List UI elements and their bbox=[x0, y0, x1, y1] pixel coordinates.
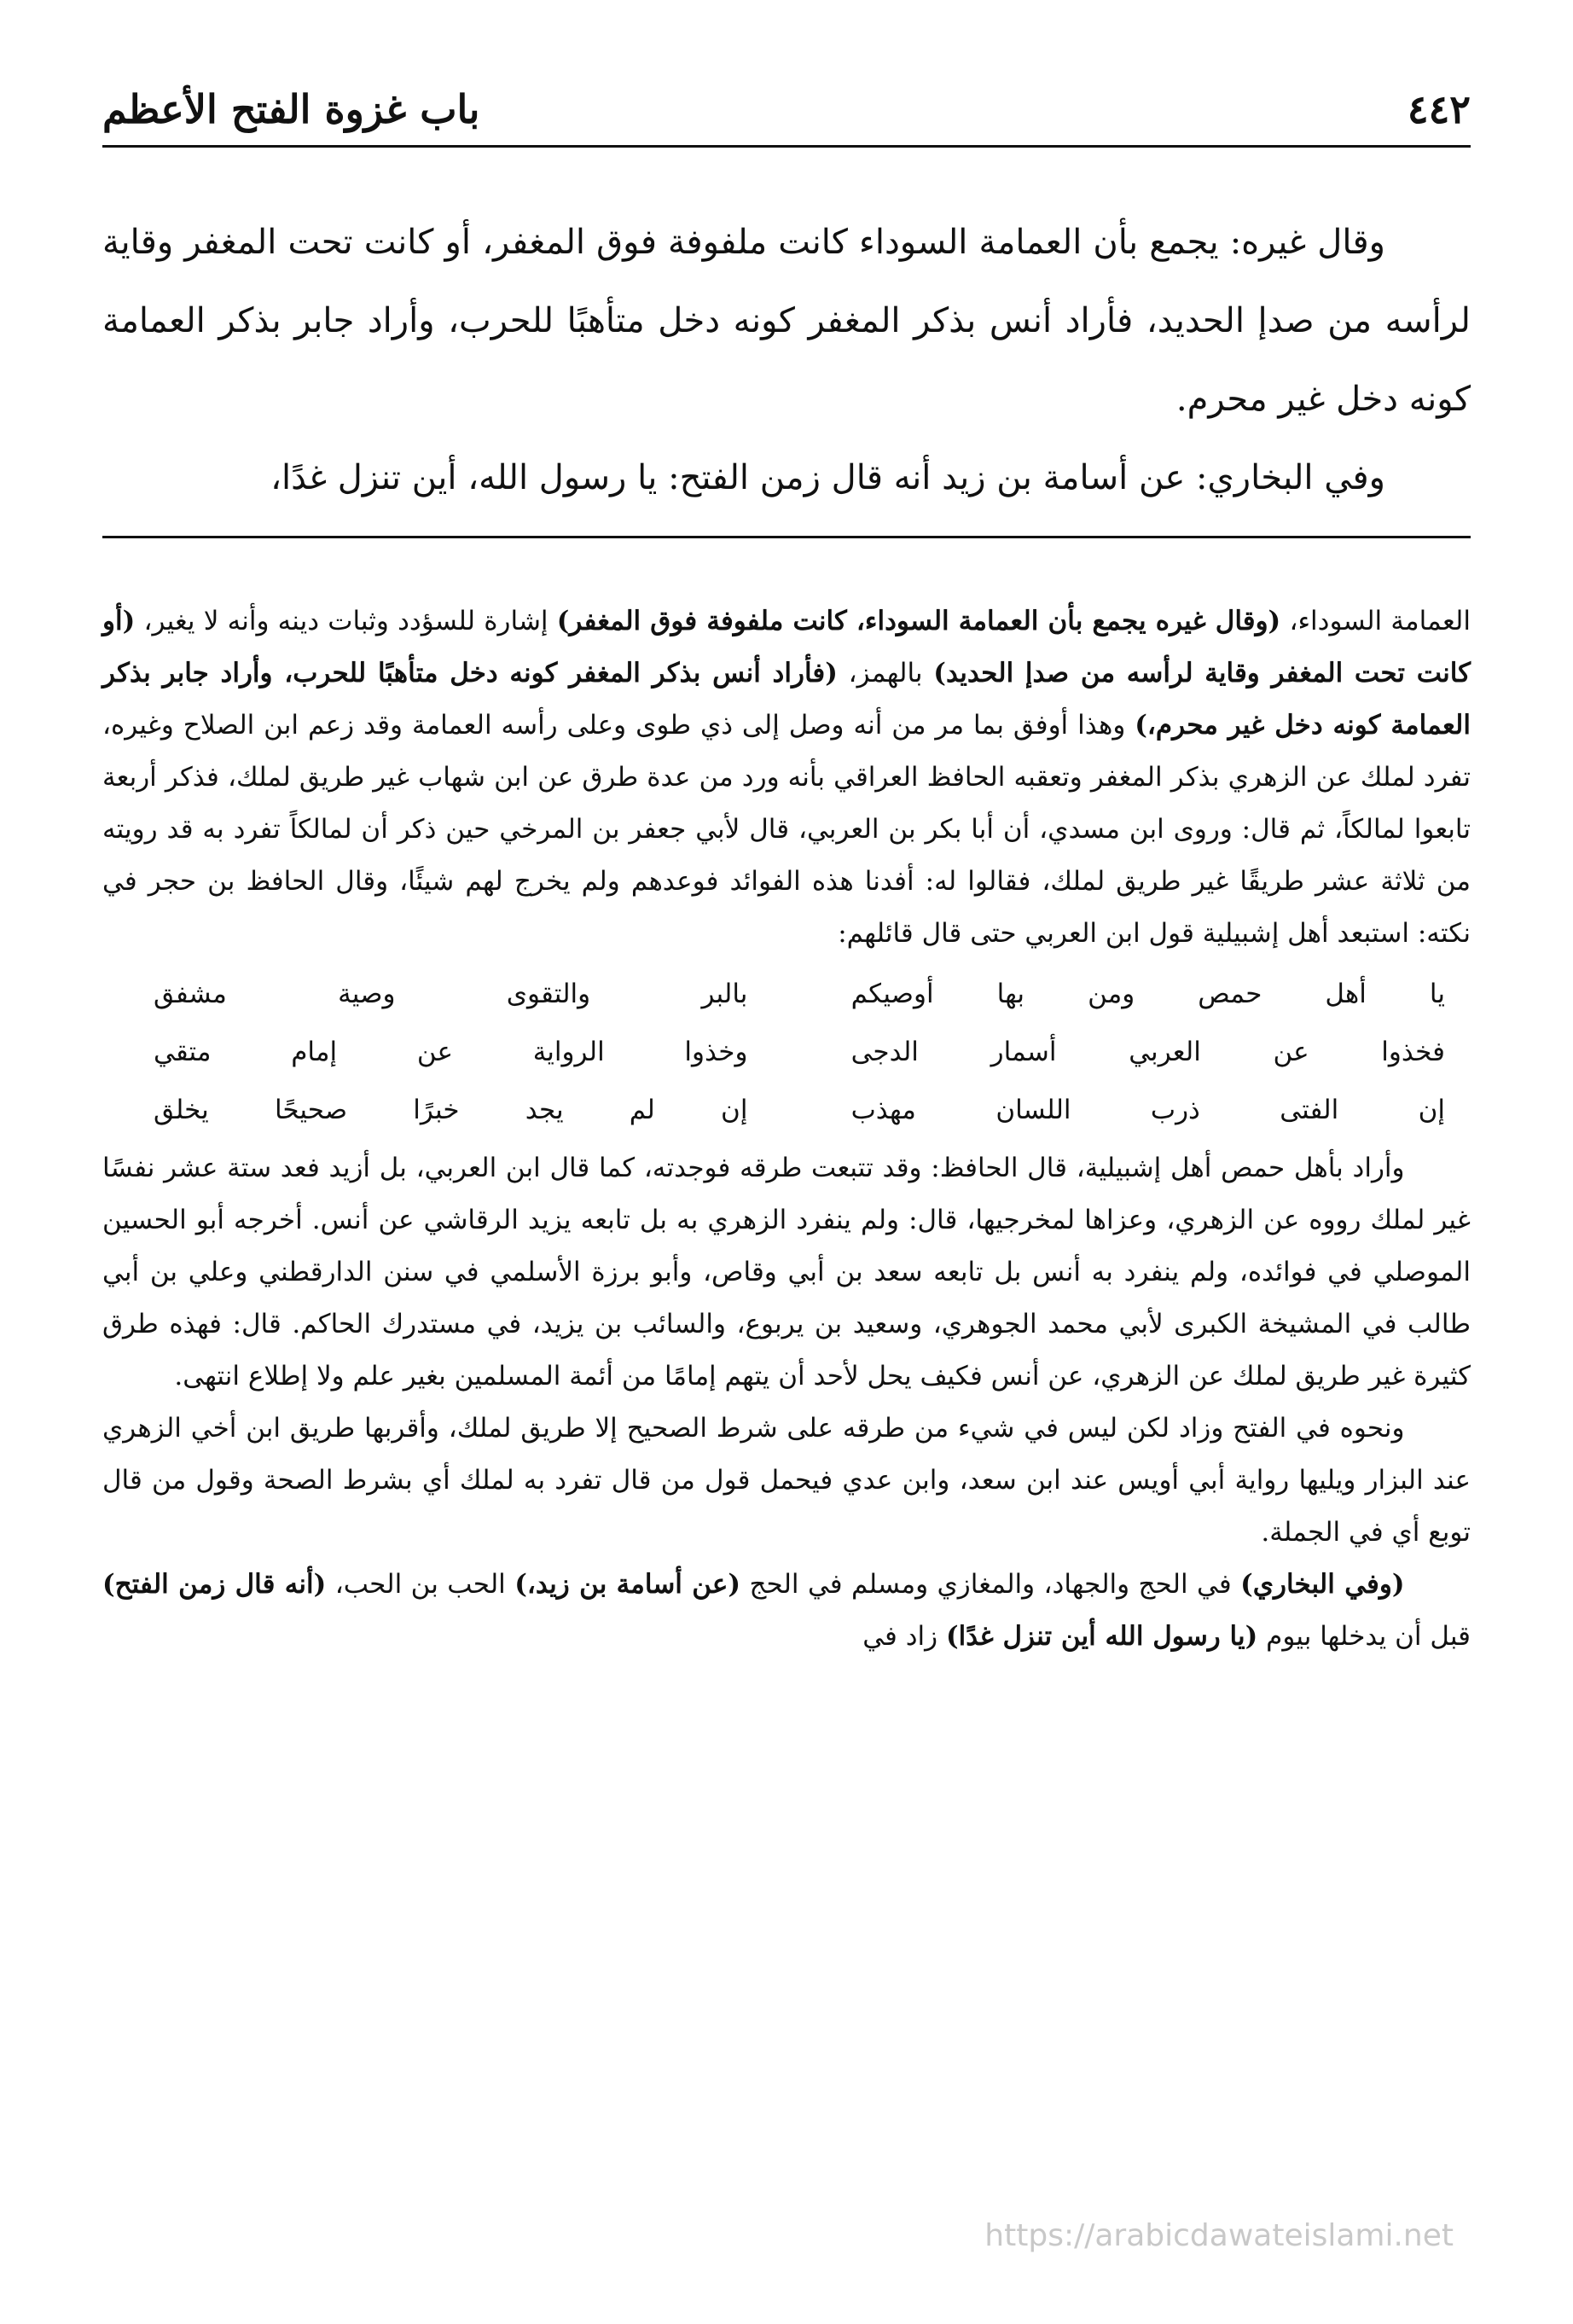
poem-verse bbox=[102, 1023, 1471, 1081]
verse-first-hemistich: إن الفتى ذرب اللسان مهذب bbox=[850, 1095, 1445, 1125]
quoted-matn: (يا رسول الله أين تنزل غدًا) bbox=[945, 1621, 1258, 1652]
verse-second-hemistich: إن لم يجد خبرًا صحيحًا يخلق bbox=[154, 1095, 748, 1125]
commentary-paragraph: وأراد بأهل حمص أهل إشبيلية، قال الحافظ: وقد تتبعت طرقه فوجدته، كما قال ابن العربي، بل أزيد فعد ستة عشر نفسًا غير لملك رووه عن الزهري، وعزاها لمخرجيها، قال: ولم ينفرد الزهري به بل تابعه يزيد الرقاشي عن أنس. أخرجه أبو الحسين الموصلي في فوائده، ولم ينفرد به أنس بل تابعه سعد بن أبي وقاص، وأبو برزة الأسلمي في سنن الدارقطني وعلي بن أبي طالب في المشيخة الكبرى لأبي محمد الجوهري، وسعيد بن يربوع، والسائب بن يزيد، في مستدرك الحاكم. قال: فهذه طرق كثيرة غير طريق لملك عن الزهري، عن أنس فكيف يحل لأحد أن يتهم إمامًا من أئمة المسلمين بغير علم ولا إطلاع انتهى. bbox=[102, 1153, 1471, 1391]
quoted-matn: (فأراد أنس بذكر المغفر كونه دخل متأهبًا للحرب، وأراد جابر بذكر العمامة كونه دخل غير محرم،) bbox=[102, 658, 1471, 741]
main-paragraph: وفي البخاري: عن أسامة بن زيد أنه قال زمن الفتح: يا رسول الله، أين تنزل غدًا، bbox=[270, 458, 1385, 497]
main-paragraph: وقال غيره: يجمع بأن العمامة السوداء كانت ملفوفة فوق المغفر، أو كانت تحت المغفر وقاية لرأسه من صدإ الحديد، فأراد أنس بذكر المغفر كونه دخل متأهبًا للحرب، وأراد جابر بذكر العمامة كونه دخل غير محرم. bbox=[102, 223, 1471, 419]
commentary-text: الحب بن الحب، bbox=[326, 1569, 515, 1600]
quoted-matn: (عن أسامة بن زيد،) bbox=[514, 1569, 741, 1600]
poem-verse bbox=[102, 965, 1471, 1023]
watermark-url: https://arabicdawateislami.net bbox=[984, 2218, 1454, 2253]
commentary-paragraph bbox=[102, 1559, 1471, 1663]
commentary-section bbox=[102, 596, 1471, 1663]
poem-verse bbox=[102, 1081, 1471, 1139]
footnote-divider bbox=[102, 536, 1471, 538]
header-divider bbox=[102, 145, 1471, 148]
quoted-matn: (وفي البخاري) bbox=[1240, 1569, 1405, 1600]
running-title: باب غزوة الفتح الأعظم bbox=[102, 86, 480, 132]
quoted-matn: (أو كانت تحت المغفر وقاية لرأسه من صدإ الحديد) bbox=[102, 606, 1471, 688]
page-header bbox=[102, 78, 1471, 140]
commentary-text: زاد في bbox=[862, 1621, 946, 1652]
commentary-paragraph bbox=[102, 596, 1471, 960]
commentary-text: وهذا أوفق بما مر من أنه وصل إلى ذي طوى وعلى رأسه العمامة وقد زعم ابن الصلاح وغيره، تفرد لملك عن الزهري بذكر المغفر وتعقبه الحافظ العراقي بأنه ورد من عدة طرق عن ابن شهاب غير طريق لملك، فذكر أربعة تابعوا لمالكاً، ثم قال: وروى ابن مسدي، أن أبا بكر بن العربي، قال لأبي جعفر بن المرخي حين ذكر أن لمالكاً تفرد به قد رويته من ثلاثة عشر طريقًا غير طريق لملك، فقالوا له: أفدنا هذه الفوائد فوعدهم ولم يخرج لهم شيئًا، وقال الحافظ بن حجر في نكته: استبعد أهل إشبيلية قول ابن العربي حتى قال قائلهم: bbox=[102, 710, 1471, 949]
page-number: ٤٤٢ bbox=[1407, 86, 1471, 132]
quoted-matn: (أنه قال زمن الفتح) bbox=[102, 1569, 327, 1600]
commentary-text: قبل أن يدخلها بيوم bbox=[1257, 1621, 1471, 1652]
commentary-text: في الحج والجهاد، والمغازي ومسلم في الحج bbox=[740, 1569, 1241, 1600]
verse-first-hemistich: فخذوا عن العربي أسمار الدجى bbox=[850, 1037, 1445, 1067]
verse-second-hemistich: وخذوا الرواية عن إمام متقي bbox=[154, 1037, 748, 1067]
commentary-text: بالهمز، bbox=[837, 658, 934, 688]
commentary-text: العمامة السوداء، bbox=[1280, 606, 1471, 636]
commentary-text: إشارة للسؤدد وثبات دينه وأنه لا يغير، bbox=[135, 606, 557, 636]
verse-second-hemistich: بالبر والتقوى وصية مشفق bbox=[154, 979, 748, 1009]
verse-first-hemistich: يا أهل حمص ومن بها أوصيكم bbox=[850, 979, 1445, 1009]
quoted-matn: (وقال غيره يجمع بأن العمامة السوداء، كانت ملفوفة فوق المغفر) bbox=[556, 606, 1281, 636]
poem bbox=[102, 965, 1471, 1139]
commentary-paragraph: ونحوه في الفتح وزاد لكن ليس في شيء من طرقه على شرط الصحيح إلا طريق لملك، وأقربها طريق ابن أخي الزهري عند البزار ويليها رواية أبي أويس عند ابن سعد، وابن عدي فيحمل قول من قال تفرد به لملك أي بشرط الصحة وقول من قال توبع أي في الجملة. bbox=[102, 1413, 1471, 1548]
main-text bbox=[102, 203, 1471, 517]
